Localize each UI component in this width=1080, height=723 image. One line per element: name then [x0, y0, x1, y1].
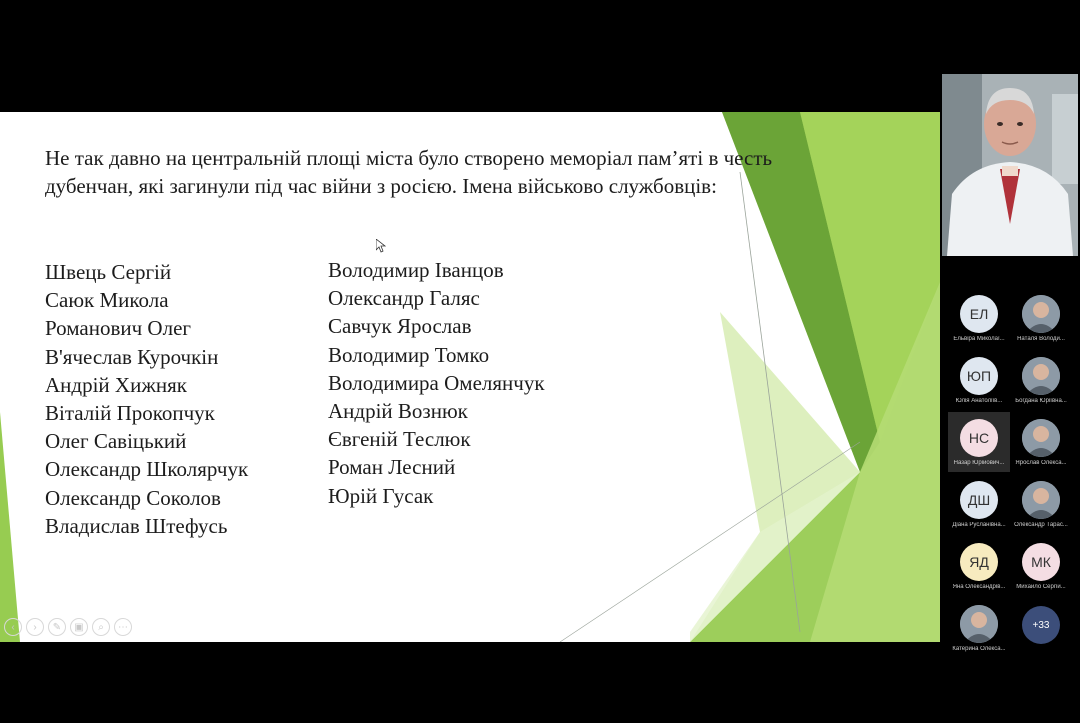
play-icon[interactable]: ›: [26, 618, 44, 636]
participant-name: Ярослав Олекса...: [1015, 460, 1067, 466]
soldier-name: Савчук Ярослав: [328, 314, 472, 339]
back-arrow-icon[interactable]: ‹: [4, 618, 22, 636]
speaker-video[interactable]: [942, 74, 1078, 256]
participant-tile[interactable]: [948, 350, 1010, 410]
participant-avatar: ЮП: [960, 357, 998, 395]
names-column-left: [45, 258, 248, 540]
participant-name: Богдана Юріївна...: [1015, 398, 1067, 404]
participant-tile[interactable]: [1010, 474, 1072, 534]
participant-name: Назар Юрійович...: [953, 460, 1005, 466]
participant-name: Юлія Анатоліїв...: [955, 398, 1003, 404]
participant-photo: [960, 605, 998, 643]
participant-tile[interactable]: [1010, 536, 1072, 596]
soldier-name: Олександр Галяс: [328, 286, 480, 311]
slide-toolbar: [4, 618, 132, 636]
soldier-name: Швець Сергій: [45, 260, 172, 284]
soldier-name: Саюк Микола: [45, 288, 169, 313]
participant-name: Наталя Володи...: [1017, 336, 1065, 342]
more-participants-tile[interactable]: [1010, 604, 1072, 664]
participant-tile[interactable]: [1010, 288, 1072, 348]
soldier-name: Юрій Гусак: [328, 483, 434, 508]
participant-name: Яна Олександрів...: [952, 584, 1006, 590]
participant-tile[interactable]: [1010, 412, 1072, 472]
pen-icon[interactable]: ✎: [48, 618, 66, 636]
participant-avatar: ЕЛ: [960, 295, 998, 333]
participant-avatar: НС: [960, 419, 998, 457]
speaker-video-image: [942, 74, 1078, 256]
mouse-cursor-icon: [376, 239, 386, 253]
participant-photo: [1022, 357, 1060, 395]
soldier-name: Віталій Прокопчук: [45, 400, 215, 425]
participant-photo: [1022, 295, 1060, 333]
participant-name: Катерина Олекса...: [952, 646, 1006, 652]
slides-icon[interactable]: ▣: [70, 618, 88, 636]
soldier-name: Владислав Штефусь: [45, 513, 228, 538]
participant-tile[interactable]: [1010, 350, 1072, 410]
participant-name: Олександр Тарас...: [1014, 522, 1068, 528]
participant-tile[interactable]: [948, 288, 1010, 348]
participant-name: Михайло Сергій...: [1016, 584, 1066, 590]
soldier-name: Андрій Вознюк: [328, 398, 468, 423]
participant-tile[interactable]: [948, 412, 1010, 472]
soldier-name: Андрій Хижняк: [45, 372, 187, 397]
soldier-name: Олег Савіцький: [45, 429, 187, 454]
soldier-name: В'ячеслав Курочкін: [45, 344, 219, 369]
soldier-name: Романович Олег: [45, 316, 192, 341]
names-column-right: [328, 256, 545, 510]
participant-photo: [1022, 481, 1060, 519]
soldier-name: Олександр Соколов: [45, 485, 221, 510]
soldier-name: Роман Лесний: [328, 455, 456, 480]
participant-name: Діана Русланівна...: [952, 522, 1006, 528]
zoom-icon[interactable]: ⌕: [92, 618, 110, 636]
participant-avatar: МК: [1022, 543, 1060, 581]
participant-tile[interactable]: [948, 536, 1010, 596]
participant-avatar: ДШ: [960, 481, 998, 519]
soldier-name: Володимира Омелянчук: [328, 370, 545, 395]
participant-tile[interactable]: [948, 598, 1010, 658]
participant-name: Ельвіра Миколаї...: [953, 336, 1005, 342]
presentation-slide: [0, 112, 940, 642]
soldier-name: Олександр Школярчук: [45, 457, 249, 482]
soldier-name: Володимир Томко: [328, 342, 490, 367]
participant-avatar: ЯД: [960, 543, 998, 581]
more-participants-button[interactable]: +33: [1022, 606, 1060, 644]
participant-tile[interactable]: [948, 474, 1010, 534]
slide-intro-text: Не так давно на центральній площі міста було створено меморіал пам’яті в честь дубенчан, які загинули під час війни з росією. Імена військово службовців:: [45, 146, 773, 198]
participant-photo: [1022, 419, 1060, 457]
more-icon[interactable]: ⋯: [114, 618, 132, 636]
soldier-name: Володимир Іванцов: [328, 258, 504, 282]
soldier-name: Євгеній Теслюк: [328, 427, 471, 452]
